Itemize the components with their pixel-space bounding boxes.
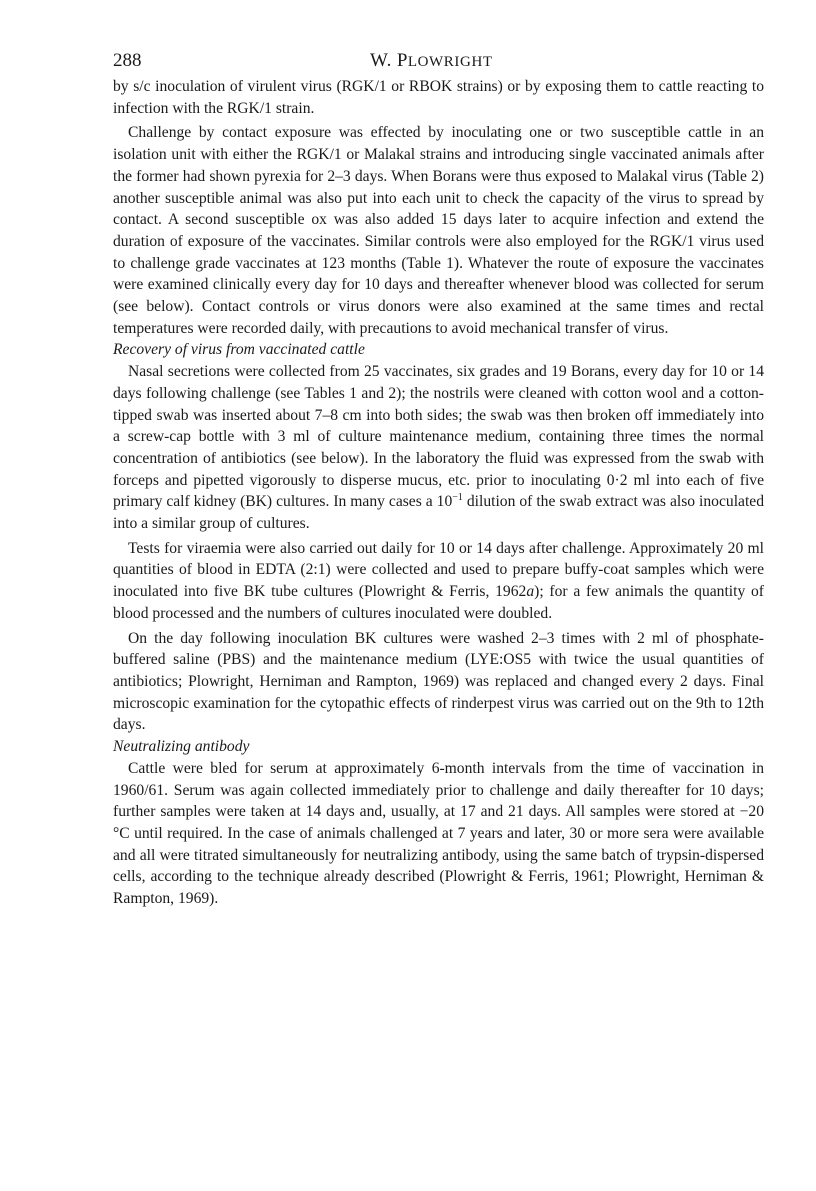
page-number: 288 xyxy=(113,50,142,71)
running-title-author xyxy=(370,50,493,72)
nasal-text-part-1: Nasal secretions were collected from 25 vaccinates, six grades and 19 Borans, every day for 10 or 14 days following challenge (see Tables 1 and 2); the nostrils were cleaned with cotton wool and a cotton-tipped swab was inserted about 7–8 cm into both sides; the swab was then broken off immediately into a screw-cap bottle with 3 ml of culture maintenance medium, containing three times the normal concentration of antibiotics (see below). In the laboratory the fluid was expressed from the swab with forceps and pipetted vigorously to disperse mucus, etc. prior to inoculating 0·2 ml into each of five primary calf kidney (BK) cultures. In many cases a 10 xyxy=(113,363,764,511)
viraemia-text-part-1: Tests for viraemia were also carried out daily for 10 or 14 days after challenge. Approximately 20 ml quantities of blood in EDTA (2:1) were collected and used to prepare buffy-coat samples which were inoculated into five BK tube cultures (Plowright & Ferris, 1962 xyxy=(113,539,764,601)
author-surname-smallcaps: LOWRIGHT xyxy=(407,54,493,70)
paragraph-culture-washing: On the day following inoculation BK cultures were washed 2–3 times with 2 ml of phosphate-buffered saline (PBS) and the maintenance medium (LYE:OS5 with twice the usual quantities of antibiotics; Plowright, Herniman and Rampton, 1969) was replaced and changed every 2 days. Final microscopic examination for the cytopathic effects of rinderpest virus was carried out on the 9th to 12th days. xyxy=(113,629,764,734)
paragraph-contact-challenge: Challenge by contact exposure was effected by inoculating one or two susceptible cattle in an isolation unit with either the RGK/1 or Malakal strains and introducing single vaccinated animals after the former had shown pyrexia for 2–3 days. When Borans were thus exposed to Malakal virus (Table 2) another susceptible animal was also put into each unit to check the capacity of the virus to spread by contact. A second susceptible ox was also added 15 days later to acquire infection and extend the duration of exposure of the vaccinates. Similar controls were also employed for the RGK/1 virus used to challenge grade vaccinates at 123 months (Table 1). Whatever the route of exposure the vaccinates were examined clinically every day for 10 days and thereafter whenever blood was collected for serum (see below). Contact controls or virus donors were also examined at the same times and rectal temperatures were recorded daily, with precautions to avoid mechanical transfer of virus. xyxy=(113,124,764,337)
author-initial: W. P xyxy=(370,50,408,71)
paragraph-continued: by s/c inoculation of virulent virus (RGK/1 or RBOK strains) or by exposing them to cattle reacting to infection with the RGK/1 strain. xyxy=(113,78,764,117)
citation-suffix-italic: a xyxy=(526,583,535,601)
viraemia-text-part-2: ); for a few animals the quantity of blood processed and the numbers of cultures inoculated were doubled. xyxy=(113,583,764,622)
section-heading-recovery-of-virus: Recovery of virus from vaccinated cattle xyxy=(113,341,365,359)
exponent-superscript: −1 xyxy=(452,492,463,504)
paragraph-nasal-secretions xyxy=(113,361,764,535)
page-body xyxy=(113,50,764,910)
nasal-text-part-2: dilution of the swab extract was also inoculated into a similar group of cultures. xyxy=(113,493,765,533)
running-head xyxy=(113,50,764,76)
section-heading-neutralizing-antibody: Neutralizing antibody xyxy=(113,738,250,756)
paragraph-serum-collection: Cattle were bled for serum at approximately 6-month intervals from the time of vaccination in 1960/61. Serum was again collected immediately prior to challenge and daily thereafter for 10 days; further samples were taken at 14 days and, usually, at 17 and 21 days. All samples were stored at −20 °C until required. In the case of animals challenged at 7 years and later, 30 or more sera were available and all were titrated simultaneously for neutralizing antibody, using the same batch of trypsin-dispersed cells, according to the technique already described (Plowright & Ferris, 1961; Plowright, Herniman & Rampton, 1969). xyxy=(113,759,764,908)
paragraph-viraemia-tests xyxy=(113,538,764,625)
